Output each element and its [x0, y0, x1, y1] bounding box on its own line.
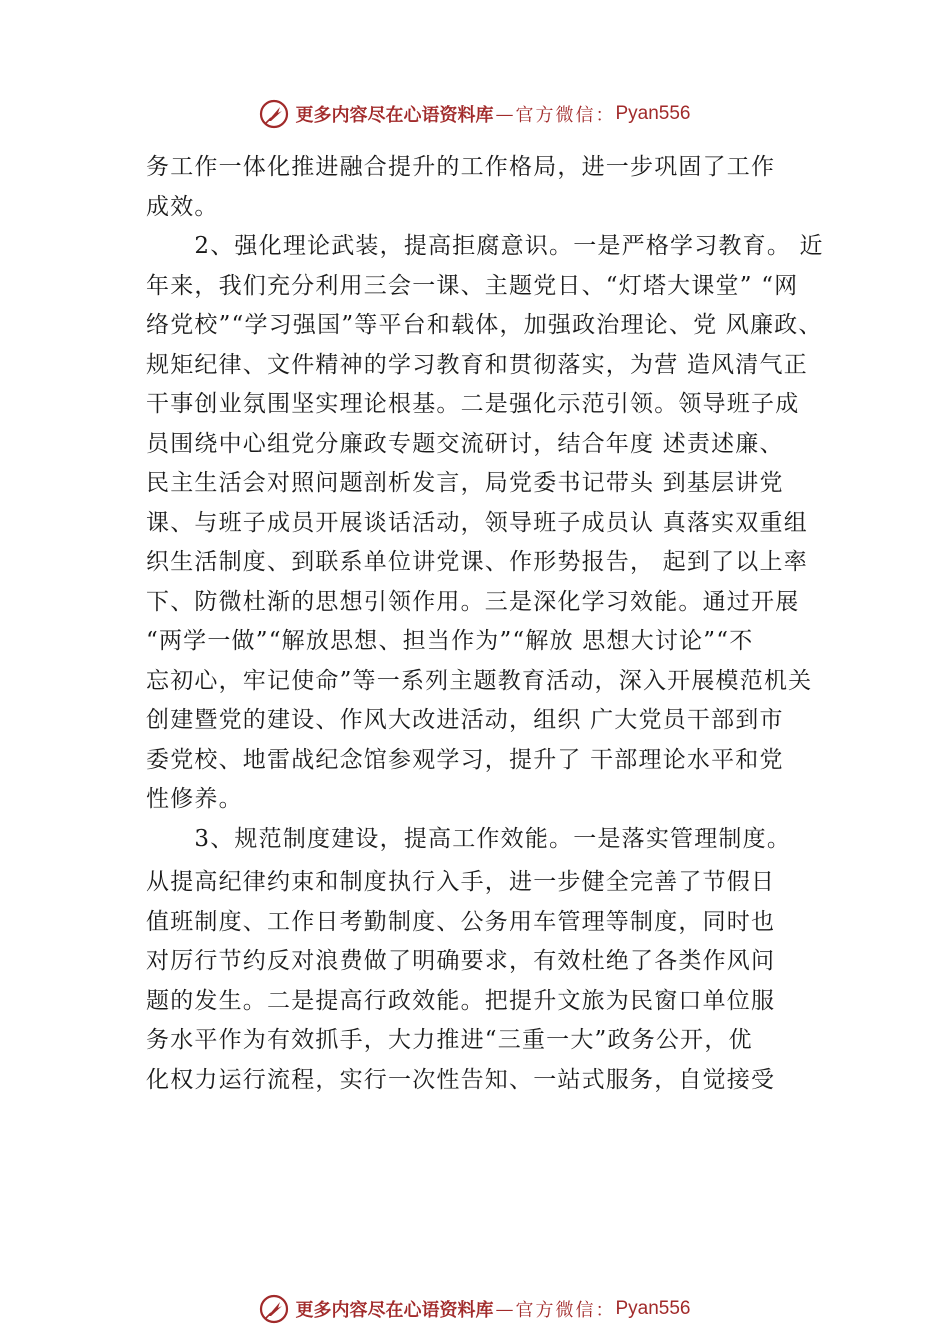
text-line: 委党校、地雷战纪念馆参观学习，提升了 干部理论水平和党	[146, 746, 784, 773]
site-name: 更多内容尽在心语资料库	[295, 105, 494, 126]
text-line: 络党校”“学习强国”等平台和载体，加强政治理论、党 风廉政、	[146, 312, 823, 338]
paragraph	[146, 820, 836, 860]
quill-logo-icon	[259, 99, 289, 129]
paragraph	[146, 863, 836, 1100]
text-line: 干事创业氛围坚实理论根基。二是强化示范引领。领导班子成	[146, 391, 800, 417]
text-line: 民主生活会对照问题剖析发言，局党委书记带头 到基层讲党	[146, 470, 784, 496]
text-line: 2、强化理论武装，提高拒腐意识。一是严格学习教育。 近	[146, 233, 824, 259]
text-line: 务水平作为有效抓手，大力推进“三重一大”政务公开，优	[146, 1027, 753, 1053]
banner-dash: —	[495, 1298, 514, 1320]
text-line: 课、与班子成员开展谈话活动，领导班子成员认 真落实双重组	[146, 509, 808, 536]
wechat-id: Pyan556	[615, 1298, 691, 1319]
text-line: 年来，我们充分利用三会一课、主题党日、“灯塔大课堂” “网	[146, 272, 799, 299]
wechat-label: 官方微信：	[515, 105, 616, 126]
text-line: 题的发生。二是提高行政效能。把提升文旅为民窗口单位服	[146, 987, 776, 1014]
text-line: 化权力运行流程，实行一次性告知、一站式服务，自觉接受	[146, 1066, 776, 1093]
text-line: 下、防微杜渐的思想引领作用。三是深化学习效能。通过开展	[146, 588, 800, 615]
text-line: 员围绕中心组党分廉政专题交流研讨，结合年度 述责述廉、	[146, 430, 784, 457]
text-line: 3、规范制度建设，提高工作效能。一是落实管理制度。	[146, 825, 792, 852]
quill-logo-icon	[259, 1294, 289, 1324]
text-line: 忘初心，牢记使命”等一系列主题教育活动，深入开展模范机关	[146, 667, 813, 694]
header-banner	[0, 94, 950, 134]
footer-banner	[0, 1289, 950, 1329]
text-line: 从提高纪律约束和制度执行入手，进一步健全完善了节假日	[146, 869, 776, 895]
text-line: 值班制度、工作日考勤制度、公务用车管理等制度，同时也	[146, 908, 776, 935]
banner-dash: —	[495, 103, 514, 125]
text-line: 务工作一体化推进融合提升的工作格局，进一步巩固了工作	[146, 154, 776, 180]
text-line: 织生活制度、到联系单位讲党课、作形势报告， 起到了以上率	[146, 549, 808, 575]
text-line: 成效。	[146, 193, 219, 220]
text-line: 对厉行节约反对浪费做了明确要求，有效杜绝了各类作风问	[146, 948, 776, 974]
text-line: “两学一做”“解放思想、担当作为”“解放 思想大讨论”“不	[146, 628, 754, 654]
text-line: 创建暨党的建设、作风大改进活动，组织 广大党员干部到市	[146, 707, 784, 733]
site-name: 更多内容尽在心语资料库	[295, 1300, 494, 1321]
wechat-label: 官方微信：	[515, 1300, 616, 1321]
paragraph	[146, 148, 836, 227]
text-line: 规矩纪律、文件精神的学习教育和贯彻落实，为营 造风清气正	[146, 351, 808, 378]
paragraph	[146, 227, 836, 820]
document-body	[146, 148, 836, 1100]
text-line: 性修养。	[146, 786, 243, 812]
wechat-id: Pyan556	[615, 103, 691, 124]
